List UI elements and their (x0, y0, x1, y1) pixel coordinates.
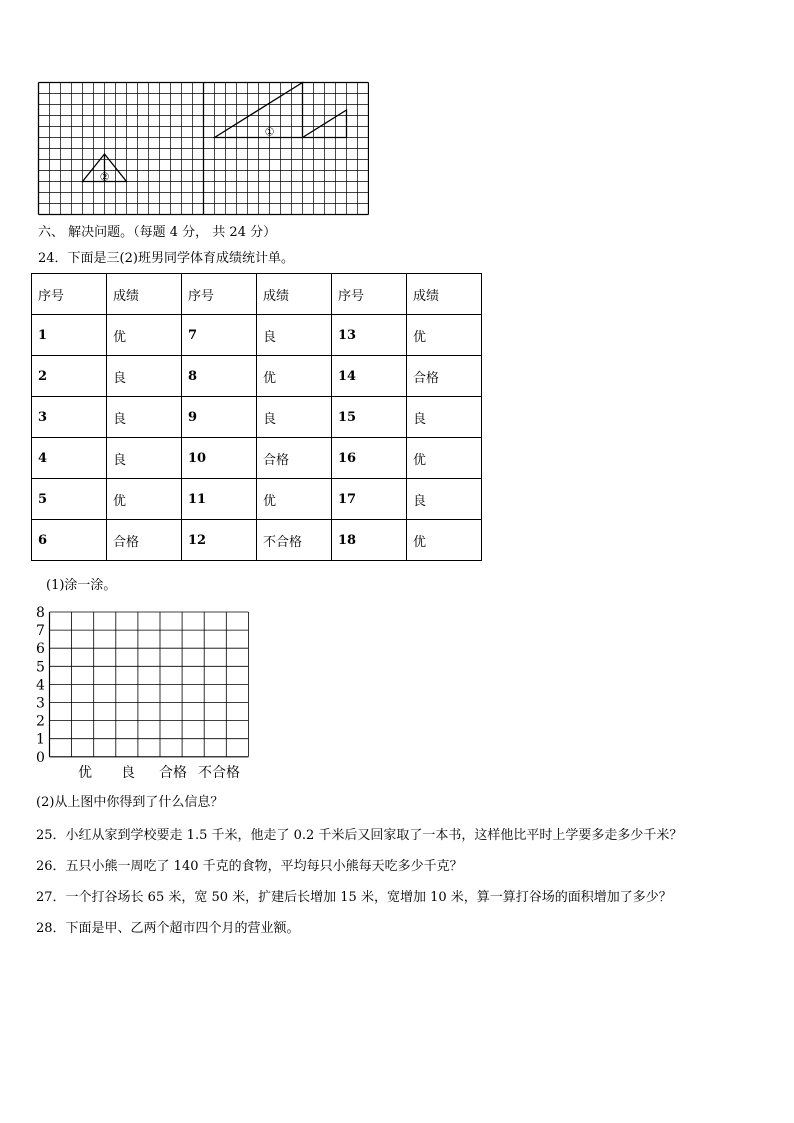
y-tick-label: 0 (36, 749, 45, 766)
table-cell: 合格 (257, 438, 332, 479)
table-cell: 优 (257, 479, 332, 520)
question-24-title: 24．下面是三(2)班男同学体育成绩统计单。 (38, 251, 294, 266)
header-cell: 序号 (332, 274, 407, 315)
y-tick-label: 2 (36, 713, 45, 730)
table-cell: 优 (407, 315, 482, 356)
table-cell: 合格 (407, 356, 482, 397)
table-row (32, 356, 482, 397)
table-cell: 14 (332, 356, 407, 397)
table-header-row (32, 274, 482, 315)
question-25: 25．小红从家到学校要走 1.5 千米，他走了 0.2 千米后又回家取了一本书，这样他比平时上学要多走多少千米？ (36, 828, 683, 843)
table-cell: 2 (32, 356, 107, 397)
table-cell: 12 (182, 520, 257, 561)
triangle-2-label: ② (99, 170, 110, 184)
table-cell: 优 (107, 479, 182, 520)
x-category-label: 良 (121, 764, 135, 781)
triangle-1-label: ① (264, 125, 275, 139)
y-tick-label: 3 (36, 695, 45, 712)
table-cell: 4 (32, 438, 107, 479)
y-tick-label: 8 (36, 605, 45, 621)
table-row (32, 397, 482, 438)
table-cell: 合格 (107, 520, 182, 561)
header-cell: 成绩 (257, 274, 332, 315)
table-cell: 良 (257, 397, 332, 438)
table-cell: 优 (107, 315, 182, 356)
table-cell: 良 (107, 397, 182, 438)
header-cell: 成绩 (407, 274, 482, 315)
x-category-label: 优 (78, 764, 92, 781)
table-cell: 优 (407, 438, 482, 479)
table-cell: 16 (332, 438, 407, 479)
table-cell: 不合格 (257, 520, 332, 561)
table-cell: 3 (32, 397, 107, 438)
score-table (31, 273, 482, 561)
y-tick-label: 7 (36, 623, 45, 640)
table-cell: 良 (107, 356, 182, 397)
triangle-grid-figure (37, 81, 369, 217)
y-tick-label: 1 (36, 731, 45, 748)
header-cell: 序号 (182, 274, 257, 315)
table-cell: 优 (257, 356, 332, 397)
table-row (32, 520, 482, 561)
header-cell: 成绩 (107, 274, 182, 315)
chart-grid (50, 612, 249, 757)
table-cell: 17 (332, 479, 407, 520)
question-26: 26．五只小熊一周吃了 140 千克的食物，平均每只小熊每天吃多少千克？ (36, 859, 463, 874)
table-cell: 9 (182, 397, 257, 438)
table-cell: 良 (407, 479, 482, 520)
x-category-label: 不合格 (198, 764, 240, 781)
table-cell: 10 (182, 438, 257, 479)
table-cell: 7 (182, 315, 257, 356)
table-cell: 良 (257, 315, 332, 356)
grid-lines (39, 83, 369, 215)
question-27: 27．一个打谷场长 65 米，宽 50 米，扩建后长增加 15 米，宽增加 10 米，算一算打谷场的面积增加了多少？ (36, 890, 672, 905)
bar-chart (36, 603, 256, 785)
question-28: 28．下面是甲、乙两个超市四个月的营业额。 (36, 921, 300, 936)
table-cell: 6 (32, 520, 107, 561)
table-cell: 1 (32, 315, 107, 356)
table-row (32, 438, 482, 479)
table-cell: 11 (182, 479, 257, 520)
y-tick-label: 5 (36, 659, 45, 676)
table-cell: 优 (407, 520, 482, 561)
part1-label: (1)涂一涂。 (46, 578, 117, 593)
table-cell: 良 (107, 438, 182, 479)
header-cell: 序号 (32, 274, 107, 315)
y-tick-label: 6 (36, 641, 45, 658)
y-tick-label: 4 (36, 677, 45, 694)
table-row (32, 315, 482, 356)
section-heading: 六、 解决问题。（每题 4 分， 共 24 分） (38, 225, 277, 240)
table-cell: 5 (32, 479, 107, 520)
table-cell: 良 (407, 397, 482, 438)
part2-label: (2)从上图中你得到了什么信息？ (36, 795, 224, 810)
table-cell: 13 (332, 315, 407, 356)
x-category-label: 合格 (159, 764, 187, 781)
table-row (32, 479, 482, 520)
table-cell: 8 (182, 356, 257, 397)
table-cell: 15 (332, 397, 407, 438)
table-cell: 18 (332, 520, 407, 561)
